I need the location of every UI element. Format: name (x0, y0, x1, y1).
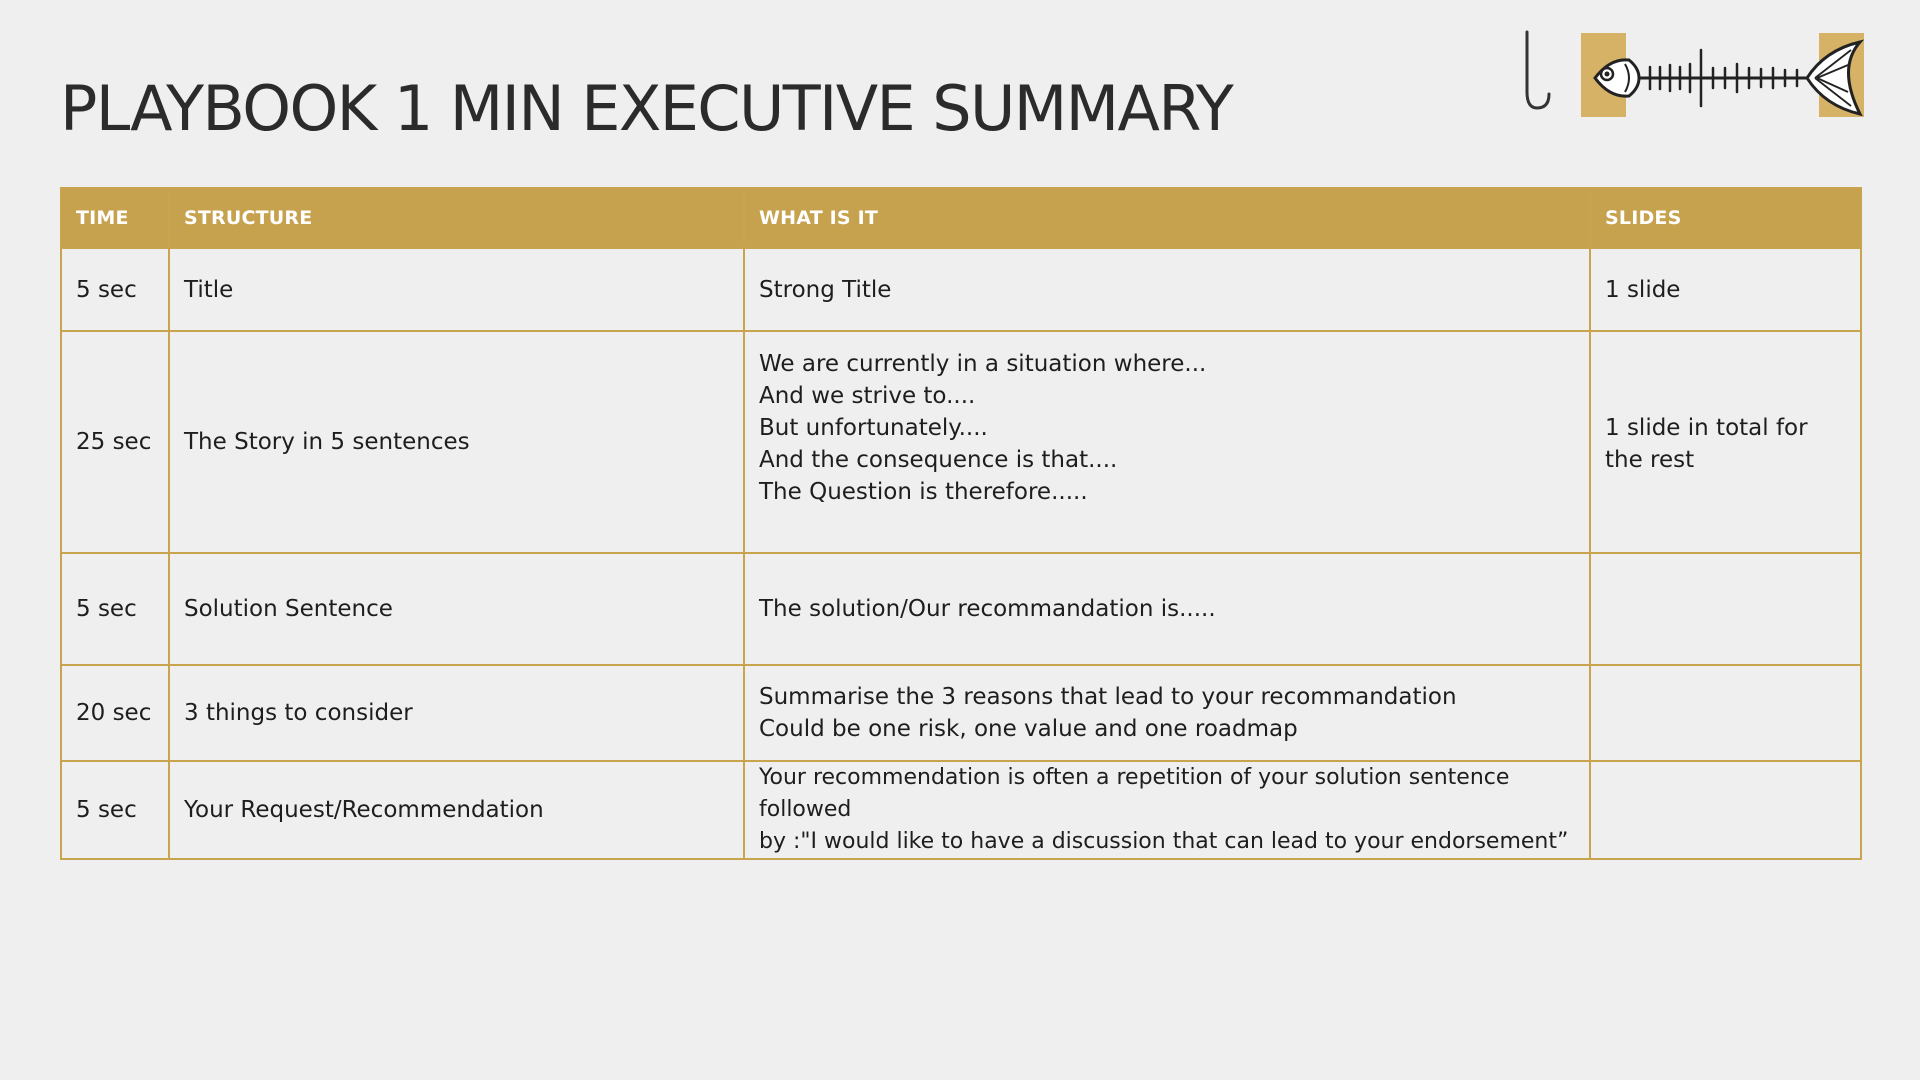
structure-cell: The Story in 5 sentences (169, 331, 744, 553)
header-structure: STRUCTURE (169, 188, 744, 248)
structure-cell: Title (169, 248, 744, 331)
fishbone-hook-icon (1515, 20, 1875, 130)
what-line: Summarise the 3 reasons that lead to your recommandation (759, 684, 1457, 710)
what-cell (744, 761, 1590, 859)
what-line: We are currently in a situation where... (759, 351, 1207, 377)
what-line: Your recommendation is often a repetition of your solution sentence followed (759, 765, 1510, 822)
what-line: The Question is therefore..... (759, 479, 1088, 505)
table-row (61, 553, 1861, 665)
slides-cell (1590, 553, 1861, 665)
what-cell (744, 553, 1590, 665)
what-cell (744, 248, 1590, 331)
time-cell: 25 sec (61, 331, 169, 553)
slides-cell (1590, 665, 1861, 761)
what-cell (744, 331, 1590, 553)
what-line: And the consequence is that.... (759, 447, 1118, 473)
table-row (61, 761, 1861, 859)
table-row (61, 248, 1861, 331)
what-line: by :"I would like to have a discussion that can lead to your endorsement” (759, 829, 1569, 854)
structure-cell: Solution Sentence (169, 553, 744, 665)
slides-cell: 1 slide in total for the rest (1590, 331, 1861, 553)
time-cell: 5 sec (61, 761, 169, 859)
table-row (61, 665, 1861, 761)
slides-cell: 1 slide (1590, 248, 1861, 331)
header-slides: SLIDES (1590, 188, 1861, 248)
what-line: Could be one risk, one value and one roadmap (759, 716, 1298, 742)
time-cell: 5 sec (61, 553, 169, 665)
table-header-row (61, 188, 1861, 248)
what-line: But unfortunately.... (759, 415, 988, 441)
time-cell: 20 sec (61, 665, 169, 761)
time-cell: 5 sec (61, 248, 169, 331)
what-line: Strong Title (759, 276, 892, 303)
table-row (61, 331, 1861, 553)
summary-table (60, 187, 1862, 860)
what-cell (744, 665, 1590, 761)
header-what-is-it: WHAT IS IT (744, 188, 1590, 248)
what-line: The solution/Our recommandation is..... (759, 596, 1216, 622)
what-line: And we strive to.... (759, 383, 976, 409)
header-time: TIME (61, 188, 169, 248)
structure-cell: Your Request/Recommendation (169, 761, 744, 859)
page-title: PLAYBOOK 1 MIN EXECUTIVE SUMMARY (60, 72, 1233, 145)
slides-cell (1590, 761, 1861, 859)
structure-cell: 3 things to consider (169, 665, 744, 761)
